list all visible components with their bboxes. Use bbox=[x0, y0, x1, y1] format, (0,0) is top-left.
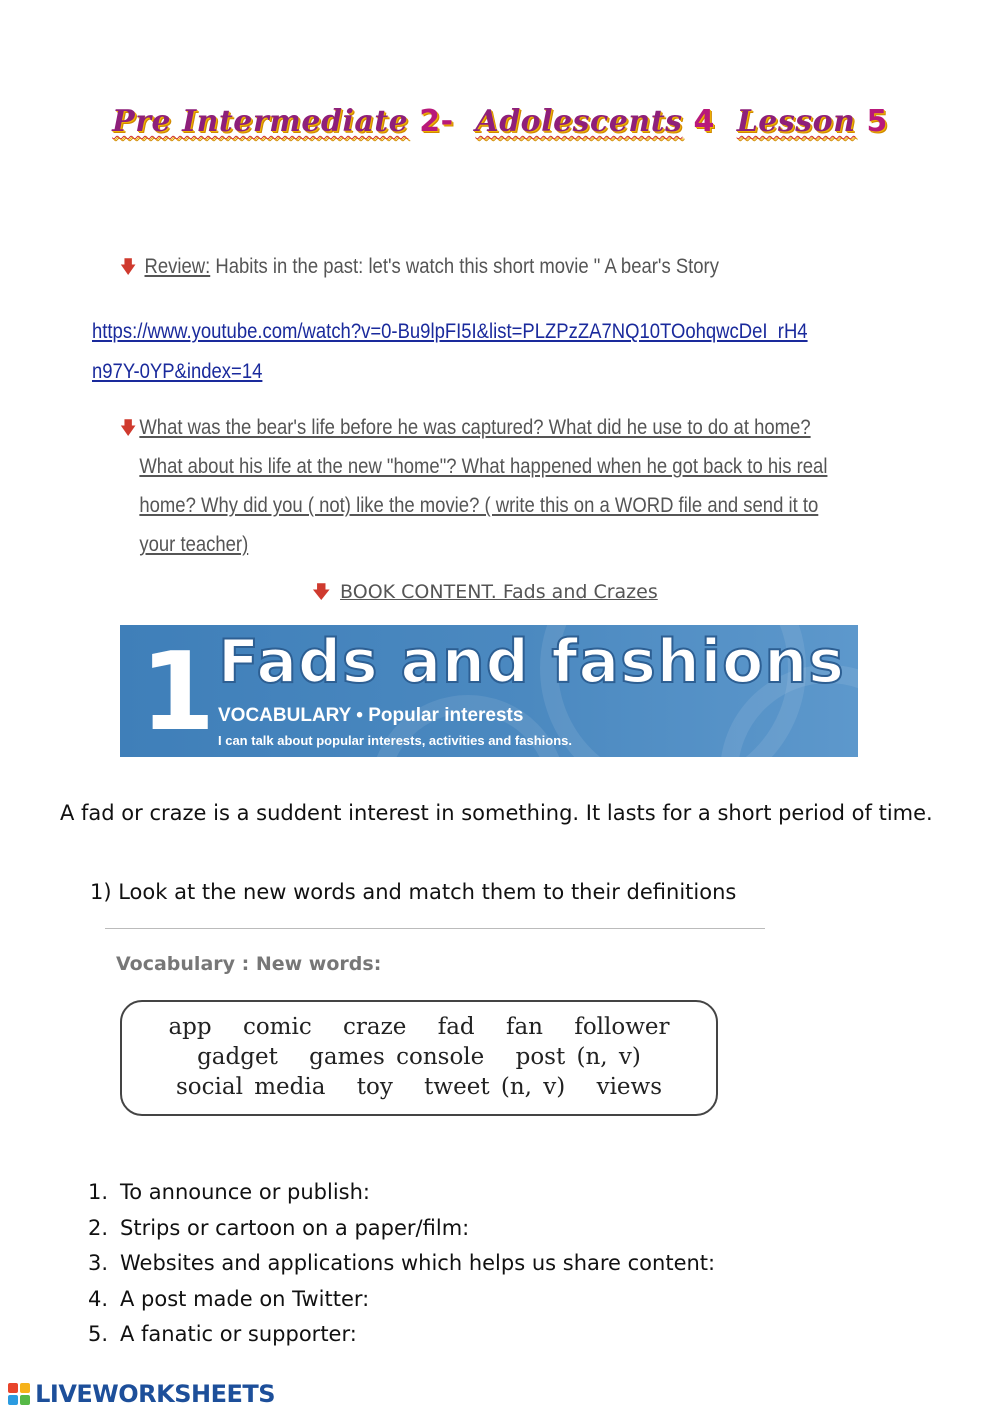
list-item bbox=[88, 1282, 715, 1318]
divider bbox=[105, 928, 765, 929]
review-label: Review: bbox=[144, 255, 211, 278]
unit-number: 1 bbox=[140, 630, 216, 755]
title-group: Adolescents bbox=[475, 104, 683, 139]
arrow-down-bullet-icon: 🡇 bbox=[120, 257, 137, 277]
question-text: What was the bear's life before he was captured? What did he use to do at home? What about his life at the new "home"? What happened when he got back to his real home? Why did you ( not) like the movie? ( write this on a WORD file and send it to your teacher) bbox=[139, 416, 828, 556]
book-content-label: BOOK CONTENT. Fads and Crazes bbox=[340, 581, 658, 603]
word-chip: fad bbox=[437, 1014, 475, 1040]
word-row bbox=[122, 1074, 716, 1100]
title-lesson: Lesson bbox=[736, 104, 856, 139]
item-number: 4. bbox=[88, 1286, 109, 1311]
liveworksheets-logo[interactable] bbox=[8, 1380, 275, 1410]
word-chip: app bbox=[168, 1014, 212, 1040]
word-row bbox=[122, 1014, 716, 1040]
definition-text: A fanatic or supporter: bbox=[120, 1322, 357, 1346]
page-title bbox=[0, 104, 1000, 139]
word-chip: tweet (n, v) bbox=[424, 1074, 566, 1100]
word-chip: social media bbox=[175, 1074, 326, 1100]
item-number: 2. bbox=[88, 1215, 109, 1240]
list-item bbox=[88, 1175, 715, 1211]
title-group-number: 4 bbox=[693, 104, 715, 139]
word-box bbox=[120, 1000, 718, 1116]
definition-text: To announce or publish: bbox=[120, 1180, 371, 1204]
definition-text: Strips or cartoon on a paper/film: bbox=[120, 1215, 470, 1240]
item-number: 5. bbox=[88, 1322, 109, 1346]
unit-title: Fads and fashions bbox=[218, 627, 845, 697]
list-item bbox=[88, 1317, 715, 1353]
unit-subtitle: VOCABULARY • Popular interests bbox=[218, 705, 524, 726]
definitions-list bbox=[88, 1175, 715, 1353]
word-chip: fan bbox=[505, 1014, 543, 1040]
logo-grid-icon bbox=[8, 1383, 30, 1405]
video-link[interactable]: https://www.youtube.com/watch?v=0-Bu9lpFI5I&list=PLZPzZA7NQ10TOohqwcDeI_rH4n97Y-0YP&index=14 bbox=[92, 320, 808, 383]
arrow-down-bullet-icon: 🡇 bbox=[312, 582, 331, 603]
word-row bbox=[122, 1044, 716, 1070]
vocabulary-heading: Vocabulary : New words: bbox=[116, 953, 382, 975]
title-level-number: 2- bbox=[419, 104, 454, 139]
word-chip: toy bbox=[356, 1074, 393, 1100]
word-chip: post (n, v) bbox=[515, 1044, 641, 1070]
review-text: Habits in the past: let's watch this short movie " A bear's Story bbox=[215, 255, 719, 278]
item-number: 1. bbox=[88, 1180, 109, 1204]
word-chip: games console bbox=[309, 1044, 485, 1070]
list-item bbox=[88, 1246, 715, 1282]
word-chip: gadget bbox=[197, 1044, 278, 1070]
item-number: 3. bbox=[88, 1251, 109, 1275]
title-lesson-number: 5 bbox=[866, 104, 888, 139]
unit-caption: I can talk about popular interests, activities and fashions. bbox=[218, 733, 572, 748]
definition-text: A post made on Twitter: bbox=[120, 1286, 370, 1311]
unit-banner bbox=[120, 625, 858, 757]
word-chip: views bbox=[596, 1074, 663, 1100]
question-item bbox=[120, 408, 868, 564]
list-item bbox=[88, 1211, 715, 1247]
intro-paragraph: A fad or craze is a suddent interest in something. It lasts for a short period of time. bbox=[60, 801, 933, 825]
title-level: Pre Intermediate bbox=[112, 104, 409, 139]
exercise-instruction: 1) Look at the new words and match them to their definitions bbox=[90, 880, 737, 904]
definition-text: Websites and applications which helps us share content: bbox=[120, 1251, 716, 1275]
word-chip: comic bbox=[242, 1014, 312, 1040]
book-content-item bbox=[312, 580, 658, 610]
arrow-down-bullet-icon: 🡇 bbox=[120, 418, 137, 438]
brand-name: LIVEWORKSHEETS bbox=[35, 1380, 276, 1408]
review-item bbox=[120, 255, 719, 285]
word-chip: craze bbox=[343, 1014, 407, 1040]
word-chip: follower bbox=[574, 1014, 670, 1040]
